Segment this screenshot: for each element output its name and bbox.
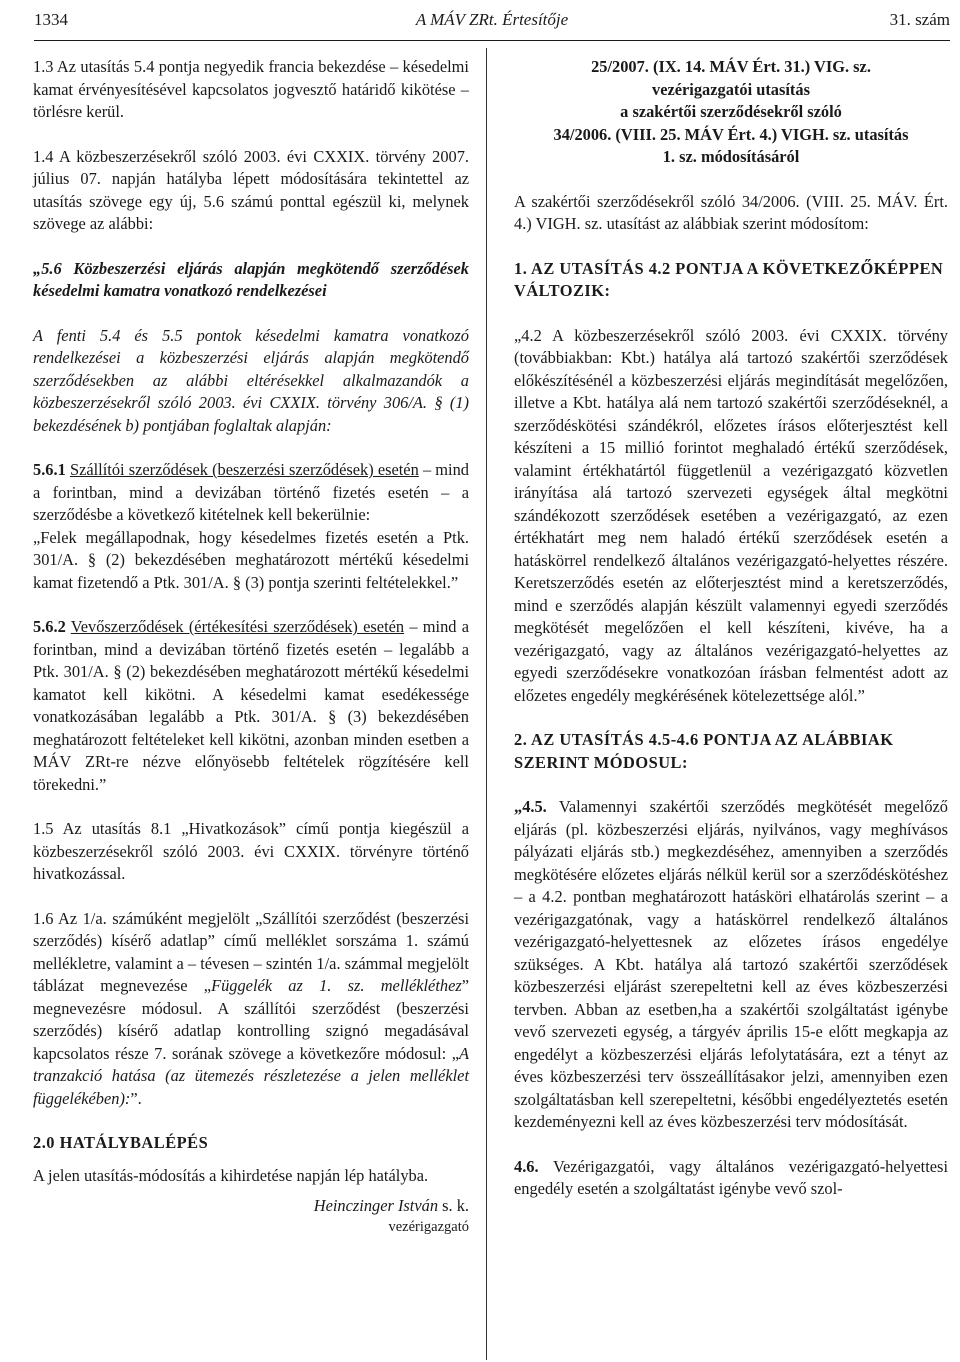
paragraph-4-2: „4.2 A közbeszerzésekről szóló 2003. évi CXXIX. törvény (továbbiakban: Kbt.) hatálya alá tartozó szakértői szerződések előkészítésénél a közbeszerzési eljárás megindítását megelőzően, illetve a Kbt. hatálya alá nem tartozó szakértői szerződéseknél, a szerződéskötési szándékról, előzetes írásos előterjesztést kell készíteni a 15 millió forintot meghaladó értékű szerződések, valamint értékhatártól függetlenül a vezérigazgató közvetlen irányítása alá tartozó szervezeti egységek által megkötni szándékozott szerződések esetében a vezérigazgató, az ezen értékhatárt meg nem haladó értékű szerződések esetén a hatáskörrel rendelkező általános vezérigazgató-helyettes részére. Keretszerződés esetén az előterjesztést mind a keretszerződés, mind e szerződés alapján készült valamennyi egyedi szerződés megkötését megelőzően el kell készíteni, kivéve, ha a vezérigazgató, vagy az általános vezérigazgató-helyettes az egyedi szerződésekre vonatkozóan írásban felmentést adott az előzetes engedély megkérésének kötelezettsége alól.” <box>514 325 948 705</box>
section-text: – mind a forintban, mind a devizában történő fizetés esetén – legalább a Ptk. 301/A. § (2) bekezdésében meghatározott mértékű késedelmi kamatot kell kikötni. A késedelmi kamat esedékessége vonatkozásában legalább a Ptk. 301/A. § (3) bekezdésében meghatározott feltételeket kell kikötni, azonban minden esetben a MÁV ZRt-re nézve előnyösebb feltételek rögzítésére kell törekedni.” <box>33 617 469 794</box>
paragraph-1-4: 1.4 A közbeszerzésekről szóló 2003. évi CXXIX. törvény 2007. július 07. napján hatályba lépett módosítására tekintettel az utasítás szövege egy új, 5.6 számú ponttal egészül ki, melynek szövege az alábbi: <box>33 146 469 233</box>
left-column <box>33 56 469 1236</box>
underlined-heading: Vevőszerződések (értékesítési szerződések) esetén <box>70 617 405 636</box>
instruction-title-5: 1. sz. módosításáról <box>662 147 800 166</box>
paragraph-1-3: 1.3 Az utasítás 5.4 pontja negyedik francia bekezdése – késedelmi kamat érvényesítésével kapcsolatos jogvesztő határidő kikötése – törlésre kerül. <box>33 57 469 121</box>
section-number: 4.6. <box>514 1156 539 1176</box>
paragraph-4-5 <box>514 796 948 1134</box>
text-run: 1.6 Az 1/a. számúként megjelölt „Szállítói szerződést (beszerzési szerződés) kísérő adatlap” című melléklet sorszáma 1. számú mellékletre, valamint a – tévesen – szintén 1/a. számmal megjelölt táblázat megnevezése „ <box>33 908 469 995</box>
section-text: – mind a forintban, mind a devizában történő fizetés esetén – a szerződésbe a következő kitételnek kell bekerülnie: <box>33 460 469 524</box>
signature-title: vezérigazgató <box>388 1218 469 1235</box>
signer-name: Heinczinger István <box>313 1196 439 1215</box>
section-number: „4.5. <box>514 797 547 816</box>
section-number: 5.6.2 <box>33 617 66 636</box>
column-divider <box>486 48 487 1360</box>
page-header <box>34 6 950 41</box>
journal-title: A MÁV ZRt. Értesítője <box>415 10 569 29</box>
signature-name <box>33 1195 469 1218</box>
section-5-6-title: „5.6 Közbeszerzési eljárás alapján megkötendő szerződések késedelmi kamatra vonatkozó rendelkezései <box>33 258 469 300</box>
section-number: 5.6.1 <box>33 460 66 479</box>
section-text: Vezérigazgatói, vagy általános vezérigazgató-helyettesi engedély esetén a szolgáltatást igénybe vevő szol- <box>514 1156 948 1198</box>
section-5-6-1-quote: „Felek megállapodnak, hogy késedelmes fizetés esetén a Ptk. 301/A. § (2) bekezdésében meghatározott mértékű késedelmi kamat fizetendő a Ptk. 301/A. § (3) pontja szerinti feltételekkel.” <box>33 527 469 592</box>
instruction-title-1: 25/2007. (IX. 14. MÁV Ért. 31.) VIG. sz. <box>591 57 871 76</box>
issue-number: 31. szám <box>889 10 950 29</box>
instruction-title-4: 34/2006. (VIII. 25. MÁV Ért. 4.) VIGH. sz. utasítás <box>553 124 909 144</box>
section-5-6-1 <box>33 459 469 527</box>
paragraph-2-0: A jelen utasítás-módosítás a kihirdetése napján lép hatályba. <box>33 1165 429 1185</box>
instruction-title-3: a szakértői szerződésekről szóló <box>620 102 842 121</box>
text-run: ” megnevezésre módosul. A szállítói szerződést (beszerzési szerződés) kísérő adatlap kontrolling szignó megadásával kapcsolatos része 7. sorának szövege a következőre módosul: „ <box>33 976 470 1063</box>
paragraph-1-5: 1.5 Az utasítás 8.1 „Hivatkozások” című pontja kiegészül a közbeszerzésekről szóló 2003. évi CXXIX. törvényre történő hivatkozással. <box>33 819 469 883</box>
signer-suffix: s. k. <box>438 1196 469 1215</box>
italic-run: Függelék az 1. sz. mellékléthez <box>211 976 462 995</box>
section-heading-2: 2. AZ UTASÍTÁS 4.5-4.6 PONTJA AZ ALÁBBIAK SZERINT MÓDOSUL: <box>514 730 894 772</box>
section-heading-1: 1. AZ UTASÍTÁS 4.2 PONTJA A KÖVETKEZŐKÉPPEN VÁLTOZIK: <box>514 258 944 300</box>
intro-paragraph: A szakértői szerződésekről szóló 34/2006. (VIII. 25. MÁV. Ért. 4.) VIGH. sz. utasítást az alábbiak szerint módosítom: <box>514 191 948 233</box>
underlined-heading: Szállítói szerződések (beszerzési szerződések) esetén <box>69 460 419 479</box>
section-text: Valamennyi szakértői szerződés megkötését megelőző eljárás (pl. közbeszerzési eljárás, nyilvános, vagy meghívásos pályázati eljárás stb.) megkezdéséhez, amennyiben a szerződés megkötésére előzetes eljárás nélkül kerül sor a szerződéskötéshez – a 4.2. pontban meghatározott hatásköri elhatárolás szerint – a vezérigazgatónak, vagy a hatáskörrel rendelkező általános vezérigazgató-helyettesnek az előzetes írásos engedélye szükséges. A Kbt. hatálya alá tartozó szakértői szerződések közbeszerzési eljárást szerepeltetni kell az éves közbeszerzési tervben. Abban az esetben,ha a szakértői szolgáltatást igénybe vevő szervezeti egység, a tárgyév április 15-e előtt megkapja az engedélyt a közbeszerzési eljárás lefolytatására, ezt a tényt az éves közbeszerzési terv összeállításakor jelzi, amennyiben ezen szolgáltatásban kell szerepeltetni, későbbi engedélyeztetés esetén kezdeményezni kell az éves közbeszerzési terv módosítását. <box>514 797 948 1131</box>
section-heading-2-0: 2.0 HATÁLYBALÉPÉS <box>33 1133 209 1152</box>
right-column <box>514 56 948 1201</box>
section-5-6-2 <box>33 616 469 796</box>
instruction-title-2: vezérigazgatói utasítás <box>652 79 810 99</box>
text-run: ”. <box>130 1088 142 1108</box>
section-5-6-body: A fenti 5.4 és 5.5 pontok késedelmi kamatra vonatkozó rendelkezései a közbeszerzési eljárás alapján megkötendő szerződésekben az alábbi eltérésekkel alkalmazandók a közbeszerzésekről szóló 2003. évi CXXIX. törvény 306/A. § (1) bekezdésének b) pontjában foglaltak alapján: <box>33 325 469 435</box>
paragraph-1-6 <box>33 908 469 1111</box>
page-number: 1334 <box>34 10 68 29</box>
paragraph-4-6 <box>514 1156 948 1201</box>
italic-run: A tranzakció hatása (az ütemezés részletezése a jelen melléklet függelékében): <box>33 1043 469 1108</box>
